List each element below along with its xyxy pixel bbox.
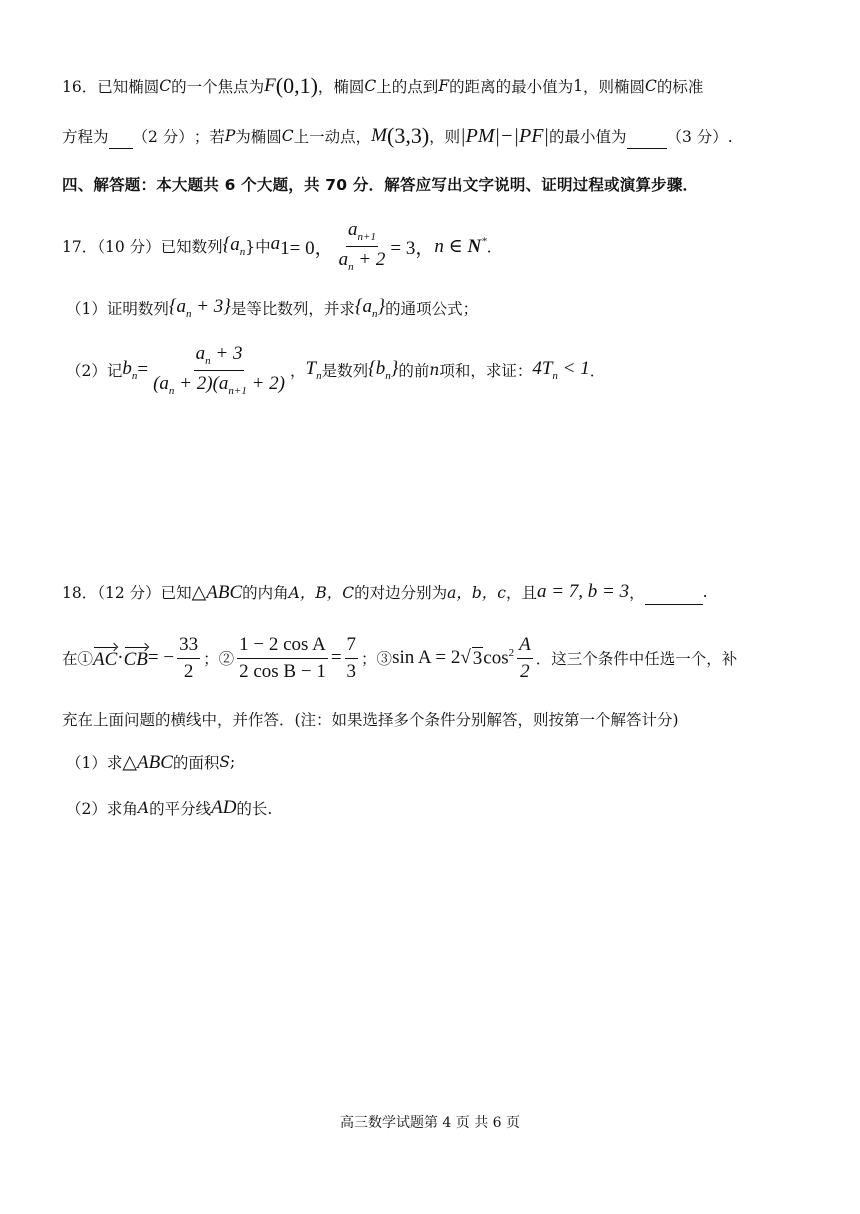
half-angle-fraction: $\frac{A}{2}$: [519, 633, 531, 682]
ellipse-c: C: [159, 77, 172, 95]
focus-coord: (0,1): [275, 73, 318, 98]
q17-part1: [66, 290, 478, 326]
answer-blank-2: [627, 147, 667, 149]
bisector-ad: AD: [211, 797, 237, 818]
q16-text: ；若: [193, 128, 225, 146]
q17-text: 是数列: [321, 362, 369, 380]
q18-text: 的平分线: [149, 800, 212, 818]
q18-text: 的对边分别为: [354, 584, 448, 602]
ellipse-c: C: [644, 77, 657, 95]
q17-line1: [62, 218, 502, 274]
q16-text: 的距离的最小值为: [449, 78, 574, 96]
equals: =: [330, 647, 342, 668]
bn-fraction: $\frac{a_n + 3}{(a_n + 2)(a_{n+1} + 2)}$: [153, 343, 285, 397]
seq-a: $\{a_n\}$: [354, 296, 386, 320]
ellipse-c: C: [281, 127, 294, 145]
n-domain: n ∈ N*: [434, 235, 487, 257]
focus-f: F: [264, 75, 276, 96]
score-label: （2 分）: [132, 128, 194, 146]
q16-text: 的最小值为: [548, 128, 627, 146]
condition-blank: [645, 603, 703, 605]
fraction-7-3: $\frac{7}{3}$: [346, 633, 357, 682]
q18-text: ，: [629, 584, 645, 602]
equals: = −: [147, 647, 175, 668]
q16-text: 上的点到: [376, 78, 439, 96]
q18-conditions: [62, 630, 737, 686]
n-var: n: [429, 361, 440, 379]
vector-ac: AC: [93, 645, 117, 671]
q16-line1: [62, 68, 703, 104]
page-footer: 高三数学试题第 4 页 共 6 页: [339, 1115, 521, 1131]
q18-part2: [66, 792, 272, 824]
triangle-abc: △ABC: [122, 751, 173, 773]
triangle-abc: △ABC: [191, 581, 243, 603]
abs-expression: |PM|−|PF|: [460, 124, 549, 147]
q16-text: 上一动点，: [293, 128, 372, 146]
area-s: S: [219, 753, 231, 771]
q16-text: 方程为: [62, 128, 109, 146]
q18-text: 在①: [62, 650, 94, 668]
q17-text: ．: [589, 362, 606, 380]
q18-part1: [66, 746, 235, 778]
q18-text: .: [702, 583, 708, 601]
q16-text: ，椭圆: [317, 78, 365, 96]
q18-text: ；③: [361, 650, 393, 668]
sqrt-3: 3: [472, 647, 483, 669]
vector-cb: CB: [124, 645, 148, 671]
angle-a: A: [137, 799, 150, 817]
q17-head: 17．（10 分）已知数列: [62, 238, 223, 256]
fraction-33-2: $\frac{33}{2}$: [179, 633, 199, 682]
seq-a-plus-3: $\{a_n + 3\}$: [168, 296, 231, 320]
q17-text: }中: [245, 238, 271, 256]
t-n: $T_n$: [305, 358, 322, 382]
recurrence-value: = 3，: [390, 237, 435, 259]
sin-expression: sin A = 2: [392, 647, 461, 668]
q17-text: ．: [486, 238, 503, 256]
q17-text: 的前: [398, 362, 430, 380]
q16-line2: [62, 118, 733, 154]
min-value: 1: [573, 77, 583, 95]
q18-text: ；②: [203, 650, 235, 668]
q16-text: 已知椭圆: [97, 78, 160, 96]
condition-2-fraction: $\frac{\text{1 − 2 cos A}}{\text{2 cos B − 1}}$: [239, 633, 326, 682]
q17-part2: [66, 340, 605, 400]
recurrence-fraction: $\frac{a_{n+1}}{a_n + 2}$: [338, 219, 386, 273]
q18-text: 的面积: [172, 754, 220, 772]
dot-product: ·: [117, 647, 124, 668]
q16-text: 的标准: [656, 78, 704, 96]
b-n: $b_n$: [122, 358, 138, 382]
score-label: （3 分）.: [666, 128, 733, 146]
q16-text: 的一个焦点为: [171, 78, 265, 96]
q18-text: 的长.: [236, 800, 273, 818]
q16-text: ，则: [429, 128, 461, 146]
q18-text: ，且: [505, 584, 537, 602]
q18-part1-label: （1）求: [66, 754, 123, 772]
q18-text: 的内角: [242, 584, 289, 602]
q16-text: ，则椭圆: [582, 78, 645, 96]
ellipse-c: C: [364, 77, 377, 95]
q17-part1-label: （1）证明数列: [66, 300, 169, 318]
q18-head: 18．（12 分）已知: [62, 584, 192, 602]
seq-a: {$a_n$: [222, 234, 246, 258]
point-p: P: [224, 127, 236, 145]
sqrt-symbol: √: [460, 647, 471, 668]
section-heading: 四、解答题：本大题共 6 个大题，共 70 分．解答应写出文字说明、证明过程或演算步骤．: [62, 176, 699, 194]
cos-term: $\cos^2$: [483, 646, 515, 669]
point-m: M: [371, 125, 387, 146]
a1-term: $a_1$: [270, 232, 290, 259]
a1-value: = 0，: [289, 237, 334, 259]
answer-blank-1: [109, 147, 133, 149]
q18-text: ．这三个条件中任选一个，补: [535, 650, 738, 668]
q17-part2-label: （2）记: [66, 362, 123, 380]
focus-f-small: F: [438, 77, 450, 95]
q16-number: 16．: [62, 78, 98, 96]
q17-text: 项和，求证：: [439, 362, 533, 380]
q17-text: 是等比数列，并求: [230, 300, 355, 318]
q18-text: ;: [230, 753, 236, 771]
inequality: $4T_n < 1$: [532, 358, 590, 382]
q18-line3: 充在上面问题的横线中，并作答．(注：如果选择多个条件分别解答，则按第一个解答计分): [62, 711, 679, 729]
given-sides: a = 7, b = 3: [536, 581, 630, 602]
seq-b: $\{b_n\}$: [368, 358, 399, 382]
q17-text: ，: [290, 362, 306, 380]
equals: =: [137, 359, 149, 380]
q17-text: 的通项公式；: [385, 300, 479, 318]
q18-line1: [62, 574, 708, 610]
sides: a，b，c: [447, 584, 506, 602]
q18-part2-label: （2）求角: [66, 800, 138, 818]
q16-text: 为椭圆: [235, 128, 282, 146]
point-m-coord: (3,3): [387, 123, 430, 148]
angles: A，B，C: [288, 584, 355, 602]
